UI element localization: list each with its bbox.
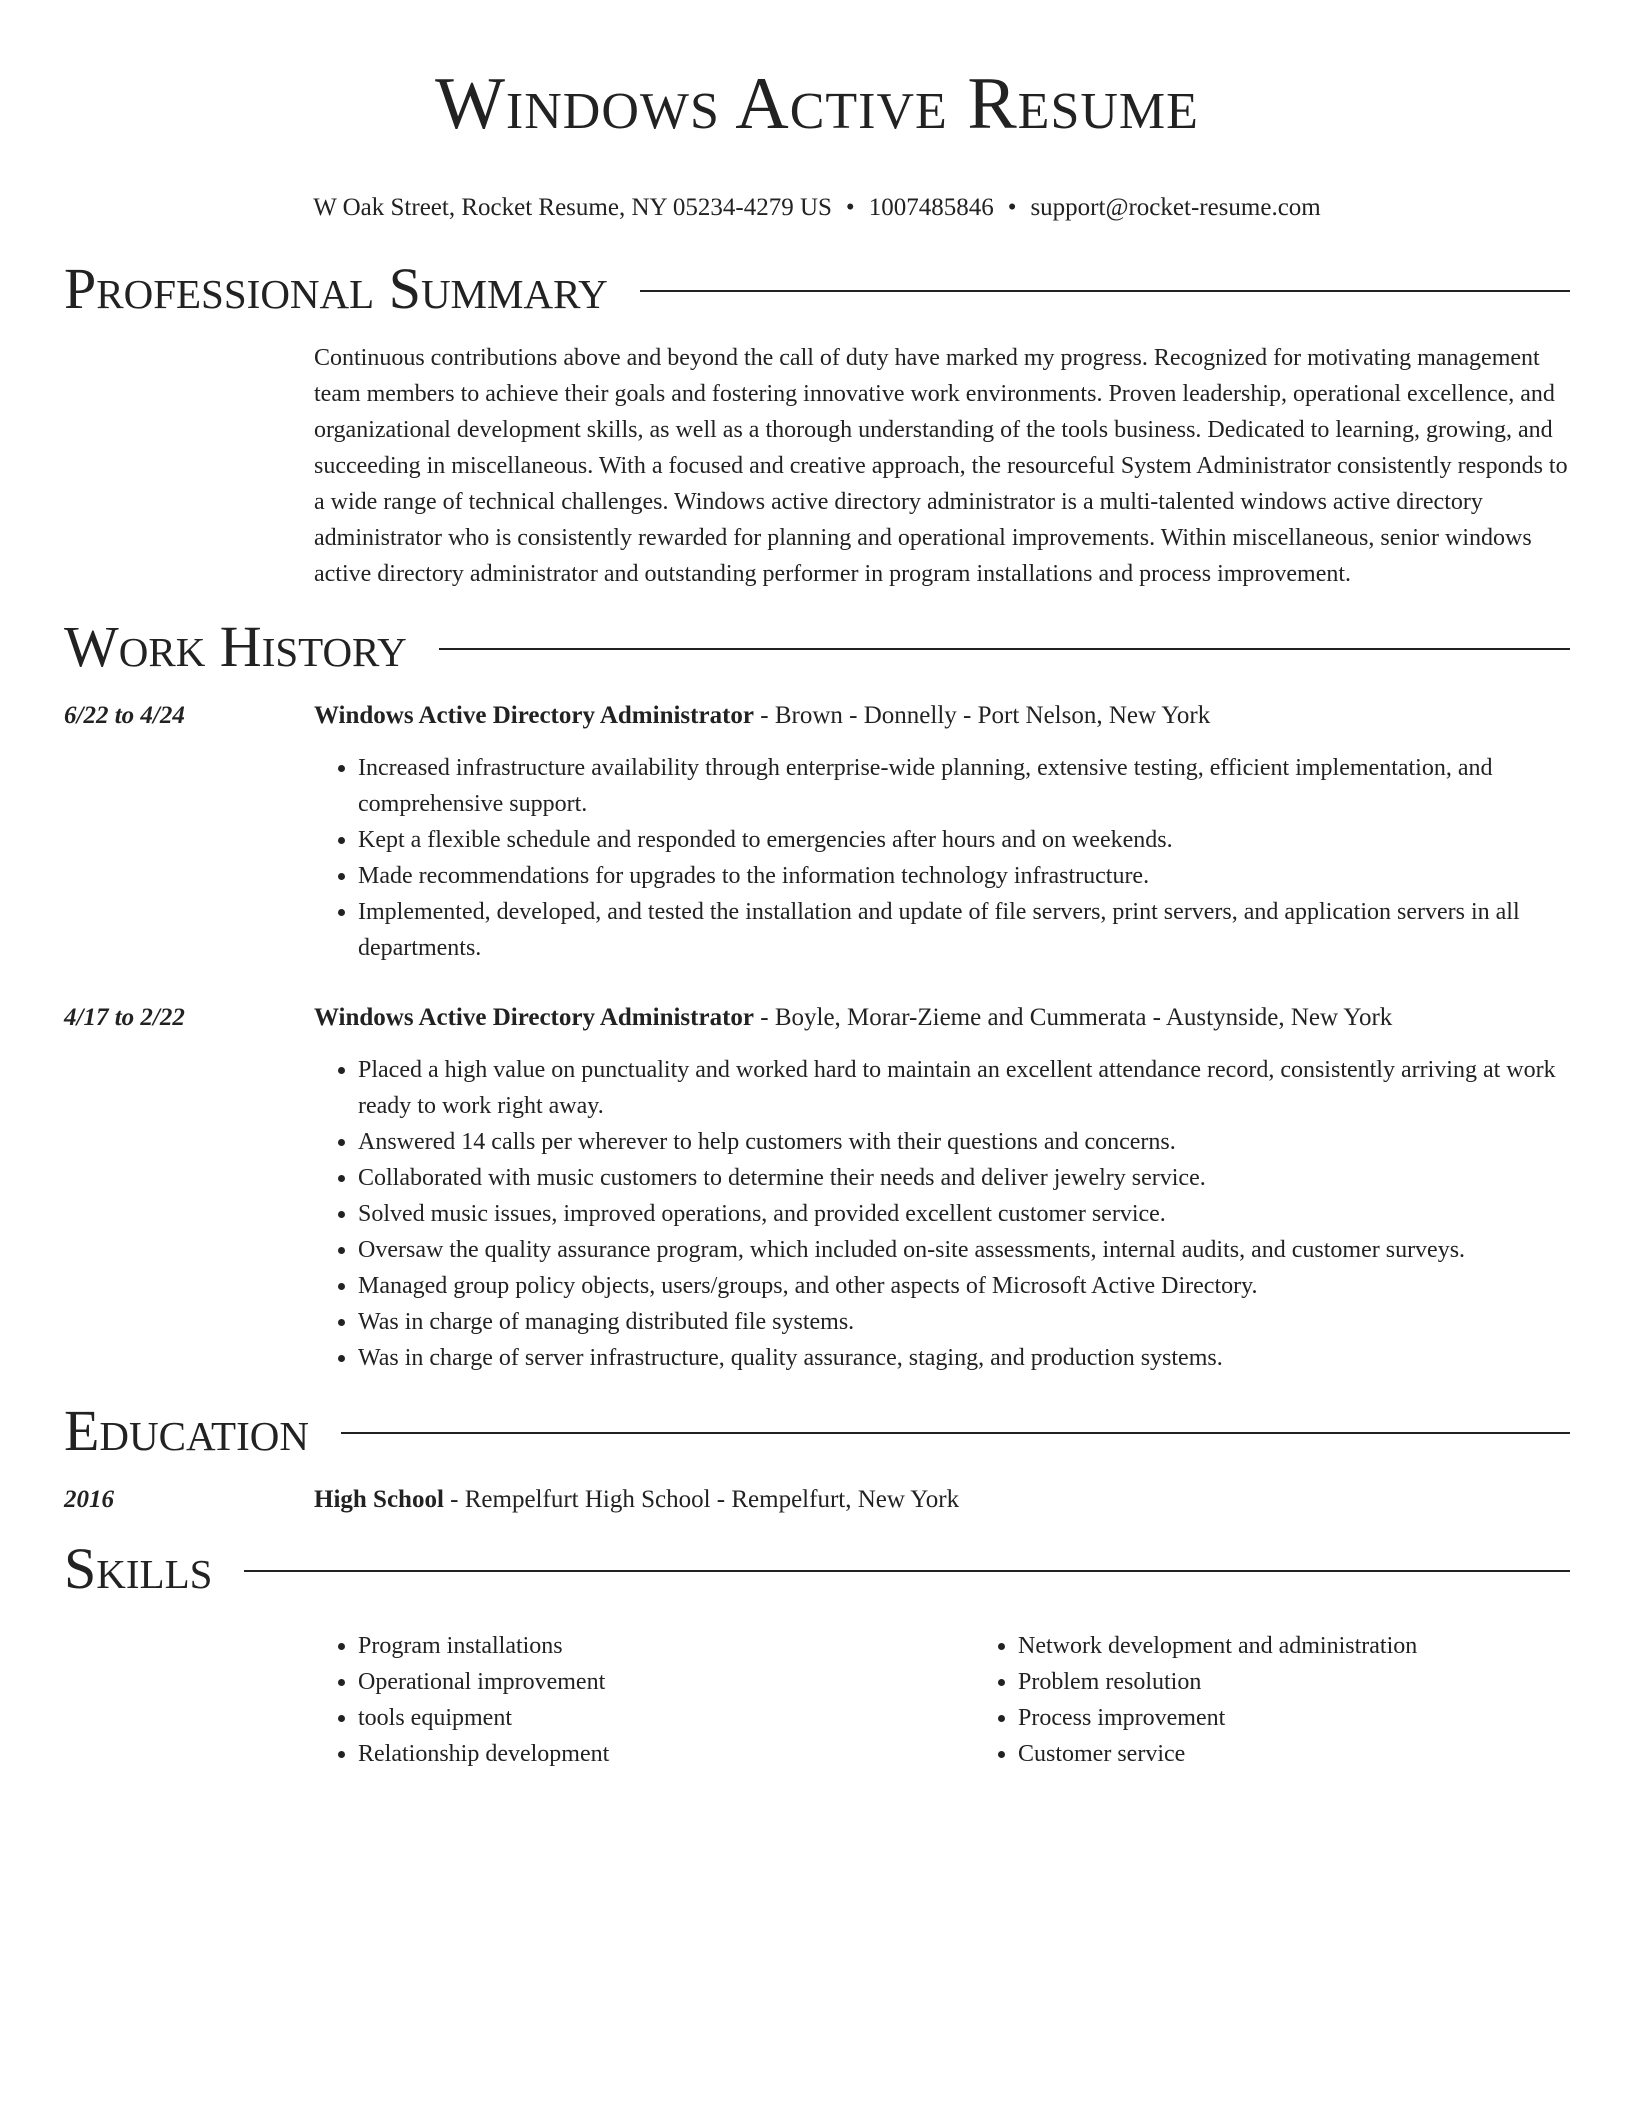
job-bullet: • Managed group policy objects, users/groups, and other aspects of Microsoft Active Directory.: [358, 1268, 1570, 1304]
skill-item: • Relationship development: [358, 1736, 974, 1772]
job-details: - Brown - Donnelly - Port Nelson, New York: [754, 702, 1211, 729]
section-divider: [341, 1432, 1570, 1434]
job-role: Windows Active Directory Administrator: [314, 1004, 755, 1031]
education-body: [314, 1482, 1570, 1518]
skill-item: • Customer service: [1018, 1736, 1632, 1772]
skill-item: • Program installations: [358, 1628, 974, 1664]
education-section-title: Education: [64, 1398, 309, 1463]
work-section-header: [64, 612, 1570, 682]
skill-item: • Problem resolution: [1018, 1664, 1632, 1700]
skills-row: [64, 1628, 1570, 1772]
section-divider: [244, 1570, 1570, 1572]
summary-spacer: [64, 340, 314, 592]
job-bullet: • Was in charge of managing distributed file systems.: [358, 1304, 1570, 1340]
work-section-title: Work History: [64, 614, 407, 679]
job-dates: 4/17 to 2/22: [64, 1004, 185, 1031]
skill-item: • Process improvement: [1018, 1700, 1632, 1736]
contact-line: [64, 192, 1570, 224]
section-divider: [439, 648, 1570, 650]
education-heading: [314, 1482, 1570, 1518]
job-bullet: • Was in charge of server infrastructure, quality assurance, staging, and production systems.: [358, 1340, 1570, 1376]
job-bullets: [314, 750, 1570, 966]
job-heading: [314, 698, 1570, 734]
resume-name: Windows Active Resume: [435, 63, 1199, 145]
job-details: - Boyle, Morar-Zieme and Cummerata - Austynside, New York: [754, 1004, 1393, 1031]
job-bullet: • Kept a flexible schedule and responded to emergencies after hours and on weekends.: [358, 822, 1570, 858]
job-bullet: • Implemented, developed, and tested the installation and update of file servers, print servers, and application servers in all departments.: [358, 894, 1570, 966]
skill-item: • tools equipment: [358, 1700, 974, 1736]
section-divider: [640, 290, 1570, 292]
job-bullet: • Answered 14 calls per wherever to help customers with their questions and concerns.: [358, 1124, 1570, 1160]
job-bullet: • Solved music issues, improved operations, and provided excellent customer service.: [358, 1196, 1570, 1232]
skills-section-header: [64, 1534, 1570, 1604]
job-dates: 6/22 to 4/24: [64, 702, 185, 729]
job-bullet: • Placed a high value on punctuality and worked hard to maintain an excellent attendance record, consistently arriving at work ready to work right away.: [358, 1052, 1570, 1124]
job-entry: [64, 1000, 1570, 1376]
job-body: [314, 698, 1570, 966]
summary-section-title: Professional Summary: [64, 256, 608, 321]
job-bullet: • Made recommendations for upgrades to the information technology infrastructure.: [358, 858, 1570, 894]
job-bullets: [314, 1052, 1570, 1376]
summary-section-header: [64, 254, 1570, 324]
job-entry: [64, 698, 1570, 966]
skills-spacer: [64, 1628, 314, 1772]
education-year: 2016: [64, 1486, 114, 1513]
skill-item: • Operational improvement: [358, 1664, 974, 1700]
skills-grid: [314, 1628, 1632, 1772]
summary-row: [64, 340, 1570, 592]
skills-list-left: [314, 1628, 974, 1772]
job-bullet: • Oversaw the quality assurance program, which included on-site assessments, internal audits, and customer surveys.: [358, 1232, 1570, 1268]
skill-item: • Network development and administration: [1018, 1628, 1632, 1664]
skills-section-title: Skills: [64, 1536, 213, 1601]
job-body: [314, 1000, 1570, 1376]
contact-separator: •: [845, 194, 855, 221]
education-section-header: [64, 1396, 1570, 1466]
summary-text: Continuous contributions above and beyond the call of duty have marked my progress. Recognized for motivating management team members to achieve their goals and fostering innovative work environments. Proven leadership, operational excellence, and organizational development skills, as well as a thorough understanding of the tools business. Dedicated to learning, growing, and succeeding in miscellaneous. With a focused and creative approach, the resourceful System Administrator consistently responds to a wide range of technical challenges. Windows active directory administrator is a multi-talented windows active directory administrator who is consistently rewarded for planning and operational improvements. Within miscellaneous, senior windows active directory administrator and outstanding performer in program installations and process improvement.: [314, 345, 1568, 587]
resume-page: [64, 0, 1570, 1772]
education-entry: [64, 1482, 1570, 1518]
job-role: Windows Active Directory Administrator: [314, 702, 755, 729]
contact-address: W Oak Street, Rocket Resume, NY 05234-4279 US: [313, 194, 832, 221]
contact-separator: •: [1007, 194, 1017, 221]
summary-body: [314, 340, 1570, 592]
skills-list-right: [974, 1628, 1632, 1772]
contact-phone: 1007485846: [868, 194, 994, 221]
job-bullet: • Collaborated with music customers to determine their needs and deliver jewelry service.: [358, 1160, 1570, 1196]
job-heading: [314, 1000, 1570, 1036]
education-details: - Rempelfurt High School - Rempelfurt, New York: [443, 1486, 960, 1513]
contact-email: support@rocket-resume.com: [1030, 194, 1321, 221]
job-bullet: • Increased infrastructure availability through enterprise-wide planning, extensive testing, efficient implementation, and comprehensive support.: [358, 750, 1570, 822]
education-degree: High School: [314, 1486, 444, 1513]
